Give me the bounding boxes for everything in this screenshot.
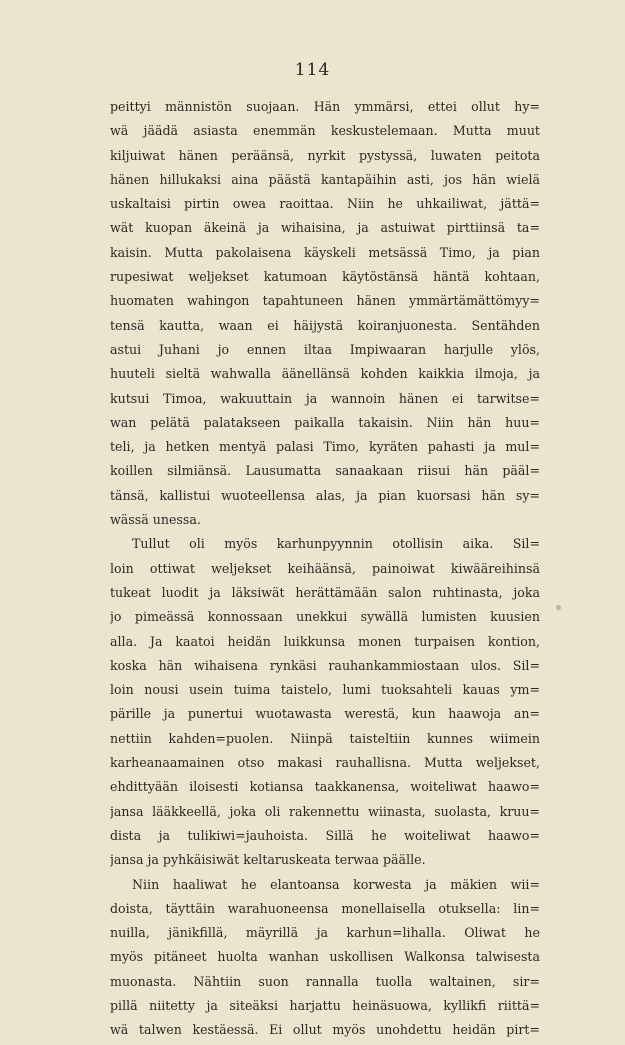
text-line: kutsui Timoa, wakuuttain ja wannoin hänen ei tarwitse= — [110, 390, 540, 406]
text-line: kiljuiwat hänen peräänsä, nyrkit pystyssä, luwaten peitota — [110, 147, 540, 163]
text-line: wä jäädä asiasta enemmän keskustelemaan. Mutta muut — [110, 123, 540, 139]
text-line: jansa lääkkeellä, joka oli rakennettu wiinasta, suolasta, kruu= — [110, 803, 540, 819]
text-line: tänsä, kallistui wuoteellensa alas, ja pian kuorsasi hän sy= — [110, 487, 540, 503]
text-line: nettiin kahden=puolen. Niinpä taisteltiin kunnes wiimein — [110, 730, 540, 746]
text-line: wät kuopan äkeinä ja wihaisina, ja astuiwat pirttiinsä ta= — [110, 220, 540, 236]
text-line: tukeat luodit ja läksiwät herättämään salon ruhtinasta, joka — [110, 584, 540, 600]
text-line: peittyi männistön suojaan. Hän ymmärsi, ettei ollut hy= — [110, 99, 540, 114]
text-line: alla. Ja kaatoi heidän luikkunsa monen turpaisen kontion, — [110, 633, 540, 649]
text-line: doista, täyttäin warahuoneensa monellaisella otuksella: lin= — [110, 900, 540, 916]
paper-blemish — [556, 605, 561, 610]
text-line: Niin haaliwat he elantoansa korwesta ja mäkien wii= — [132, 876, 540, 892]
text-line: koillen silmiänsä. Lausumatta sanaakaan riisui hän pääl= — [110, 463, 540, 479]
text-line: huomaten wahingon tapahtuneen hänen ymmärtämättömyy= — [110, 293, 540, 309]
text-line: nuilla, jänikfillä, mäyrillä ja karhun=lihalla. Oliwat he — [110, 925, 540, 941]
text-line: ehdittyään iloisesti kotiansa taakkanensa, woiteliwat haawo= — [110, 779, 540, 795]
text-line: wan pelätä palatakseen paikalla takaisin. Niin hän huu= — [110, 414, 540, 430]
text-line: rupesiwat weljekset katumoan käytöstänsä häntä kohtaan, — [110, 269, 540, 285]
text-line: pillä niitetty ja siteäksi harjattu heinäsuowa, kyllikfi riittä= — [110, 997, 540, 1013]
text-line: huuteli sieltä wahwalla äänellänsä kohden kaikkia ilmoja, ja — [110, 366, 540, 382]
text-line: myös pitäneet huolta wanhan uskollisen Walkonsa talwisesta — [110, 949, 540, 965]
text-line: wässä unessa. — [110, 512, 201, 528]
text-line: Tullut oli myös karhunpyynnin otollisin aika. Sil= — [132, 536, 540, 552]
text-line: karheanaamainen otso makasi rauhallisna. Mutta weljekset, — [110, 755, 540, 771]
text-line: astui Juhani jo ennen iltaa Impiwaaran harjulle ylös, — [110, 341, 540, 357]
text-line: wä talwen kestäessä. Ei ollut myös unohdettu heidän pirt= — [110, 1022, 540, 1038]
text-line: loin nousi usein tuima taistelo, lumi tuoksahteli kauas ym= — [110, 682, 540, 698]
text-line: teli, ja hetken mentyä palasi Timo, kyräten pahasti ja mul= — [110, 439, 540, 455]
text-line: dista ja tulikiwi=jauhoista. Sillä he woiteliwat haawo= — [110, 827, 540, 843]
text-line: jo pimeässä konnossaan unekkui sywällä lumisten kuusien — [110, 609, 540, 625]
page-number: 114 — [294, 60, 331, 80]
body-text — [110, 95, 540, 1043]
text-line: uskaltaisi pirtin owea raoittaa. Niin he uhkailiwat, jättä= — [110, 196, 540, 212]
text-line: jansa ja pyhkäisiwät keltaruskeata terwaa päälle. — [110, 852, 426, 868]
text-line: muonasta. Nähtiin suon rannalla tuolla waltainen, sir= — [110, 973, 540, 989]
text-line: koska hän wihaisena rynkäsi rauhankammiostaan ulos. Sil= — [110, 657, 540, 673]
text-line: tensä kautta, waan ei häijystä koiranjuonesta. Sentähden — [110, 317, 540, 333]
text-line: pärille ja punertui wuotawasta werestä, kun haawoja an= — [110, 706, 540, 722]
text-line: kaisin. Mutta pakolaisena käyskeli metsässä Timo, ja pian — [110, 244, 540, 260]
text-line: hänen hillukaksi aina päästä kantapäihin asti, jos hän wielä — [110, 171, 540, 187]
text-line: loin ottiwat weljekset keihäänsä, painoiwat kiwääreihinsä — [110, 560, 540, 576]
